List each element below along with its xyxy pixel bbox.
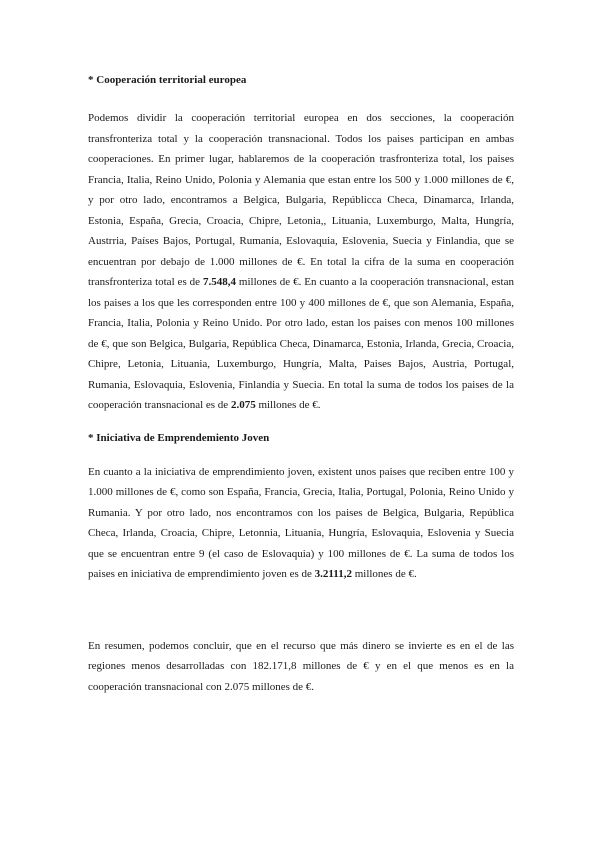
paragraph-resumen: En resumen, podemos concluir, que en el recurso que más dinero se invierte es en el de las regiones menos desarrolladas con 182.171,8 millones de € y en el que menos es en la cooperación transnacional con 2.075 millones de €. xyxy=(88,639,514,693)
paragraph-text: En cuanto a la iniciativa de emprendimiento joven, existent unos paises que reciben entre 100 y 1.000 millones de €, como son España, Francia, Grecia, Italia, Portugal, Polonia, Reino Unido y Rumania. Y por otro lado, nos encontramos con los paises de Belgica, Bulgaria, República Checa, Irlanda, Croacia, Chipre, Letonnia, Lituania, Hungría, Eslovaquia, Eslovenia y Suecia que se encuentran entre 9 (el caso de Eslovaquia) y 100 millones de €. La suma de todos los paises en iniciativa de emprendimiento joven es de xyxy=(88,465,514,580)
paragraph-text: millones de €. xyxy=(255,399,321,411)
paragraph-cooperacion xyxy=(88,108,514,416)
paragraph-text: millones de €. xyxy=(351,568,417,580)
total-emprendimiento-value: 3.2111,2 xyxy=(314,568,352,580)
document-page xyxy=(88,60,514,697)
paragraph-text: Podemos dividir la cooperación territorial europea en dos secciones, la cooperación transfronteriza total y la cooperación transnacional. Todos los paises participan en ambas cooperaciones. En primer lugar, hablaremos de la cooperación trasfronteriza total, los paises Francia, Italia, Reino Unido, Polonia y Alemania que estan entre los 500 y 1.000 millones de €, y por otro lado, encontramos a Belgica, Bulgaria, Repúblicca Checa, Dinamarca, Irlanda, Estonia, España, Grecia, Croacia, Chipre, Letonia,, Lituania, Luxemburgo, Malta, Hungría, Austrria, Países Bajos, Portugal, Rumania, Eslovaquia, Eslovenia, Suecia y Finlandia, que se encuentran por debajo de 1.000 millones de €. En total la cifra de la suma en cooperación transfronteriza total es de xyxy=(88,112,514,288)
paragraph-emprendimiento xyxy=(88,462,514,585)
total-transnacional-value: 2.075 xyxy=(230,399,256,411)
section-heading-cooperacion: * Cooperación territorial europea xyxy=(88,74,247,86)
section-heading-emprendimiento: * Iniciativa de Emprendemiento Joven xyxy=(88,431,270,444)
paragraph-text: millones de €. En cuanto a la cooperación transnacional, estan los paises a los que les corresponden entre 100 y 400 millones de €, que son Alemania, España, Francia, Italia, Polonia y Reino Unido. Por otro lado, estan los paises con menos 100 millones de €, que son Belgica, Bulgaria, República Checa, Dinamarca, Estonia, Irlanda, Grecia, Croacia, Chipre, Letonia, Lituania, Luxemburgo, Hungría, Malta, Paises Bajos, Austria, Portugal, Rumania, Eslovaquia, Eslovenia, Finlandia y Suecia. En total la suma de todos los paises de la cooperación transnacional es de xyxy=(88,276,514,411)
total-transfronteriza-value: 7.548,4 xyxy=(202,276,236,288)
